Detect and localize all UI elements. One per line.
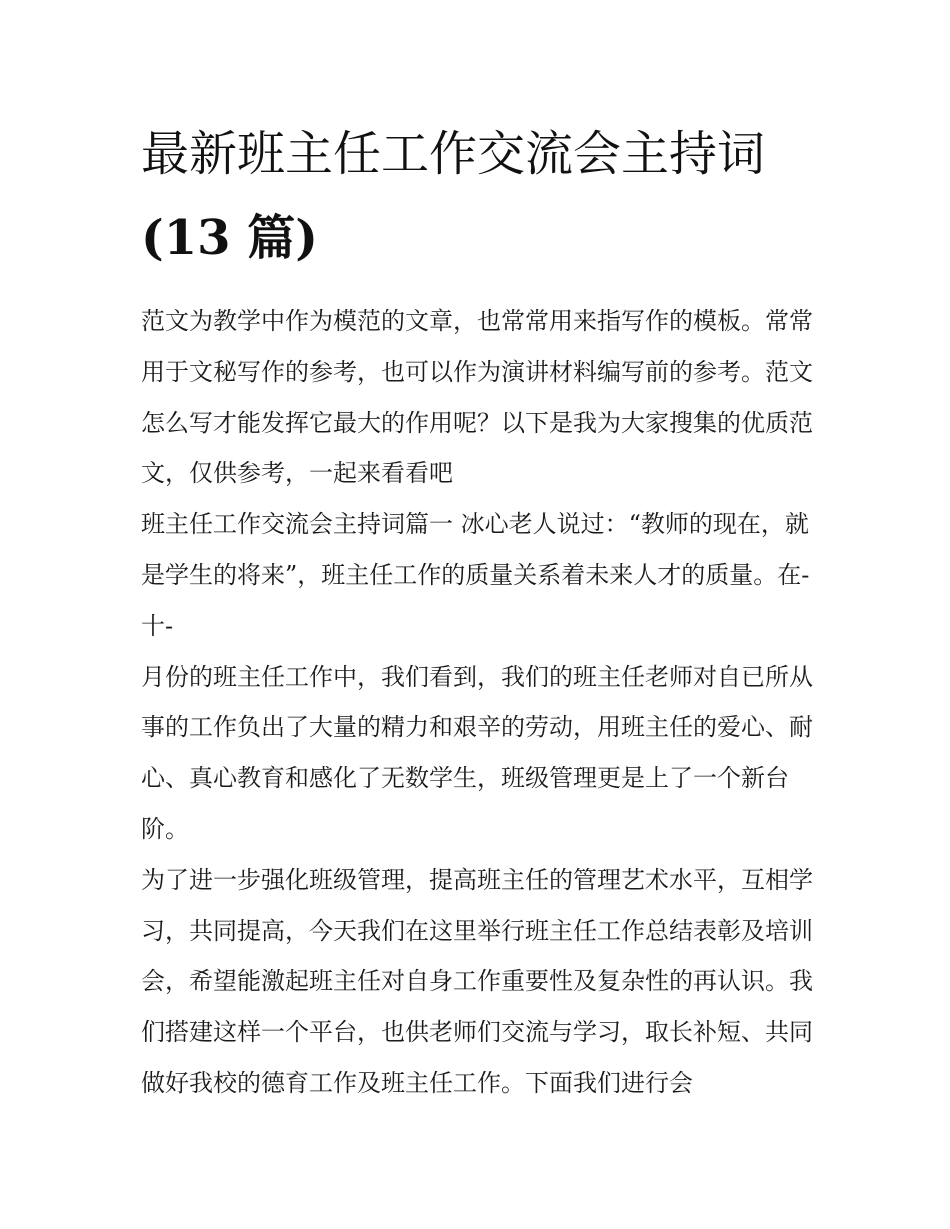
body-paragraph-3: 为了进一步强化班级管理，提高班主任的管理艺术水平，互相学习，共同提高，今天我们在这里举行班主任工作总结表彰及培训会，希望能激起班主任对自身工作重要性及复杂性的再认识。我们搭建这样一个平台，也供老师们交流与学习，取长补短、共同做好我校的德育工作及班主任工作。下面我们进行会 [141,865,813,1097]
document-title [141,112,813,280]
title-suffix: (13 篇) [141,210,318,266]
title-main: 最新班主任工作交流会主持词 [141,126,766,182]
body-paragraph-2: 月份的班主任工作中，我们看到，我们的班主任老师对自已所从事的工作负出了大量的精力和艰辛的劳动，用班主任的爱心、耐心、真心教育和感化了无数学生，班级管理更是上了一个新台阶。 [141,662,813,843]
body-paragraph-1: 班主任工作交流会主持词篇一 冰心老人说过：“教师的现在，就是学生的将来”，班主任工作的质量关系着未来人才的质量。在-十- [141,510,810,640]
document-body [141,112,813,1109]
intro-paragraph: 范文为教学中作为模范的文章，也常常用来指写作的模板。常常用于文秘写作的参考，也可以作为演讲材料编写前的参考。范文怎么写才能发挥它最大的作用呢？以下是我为大家搜集的优质范文，仅供参考，一起来看看吧 [141,307,813,488]
